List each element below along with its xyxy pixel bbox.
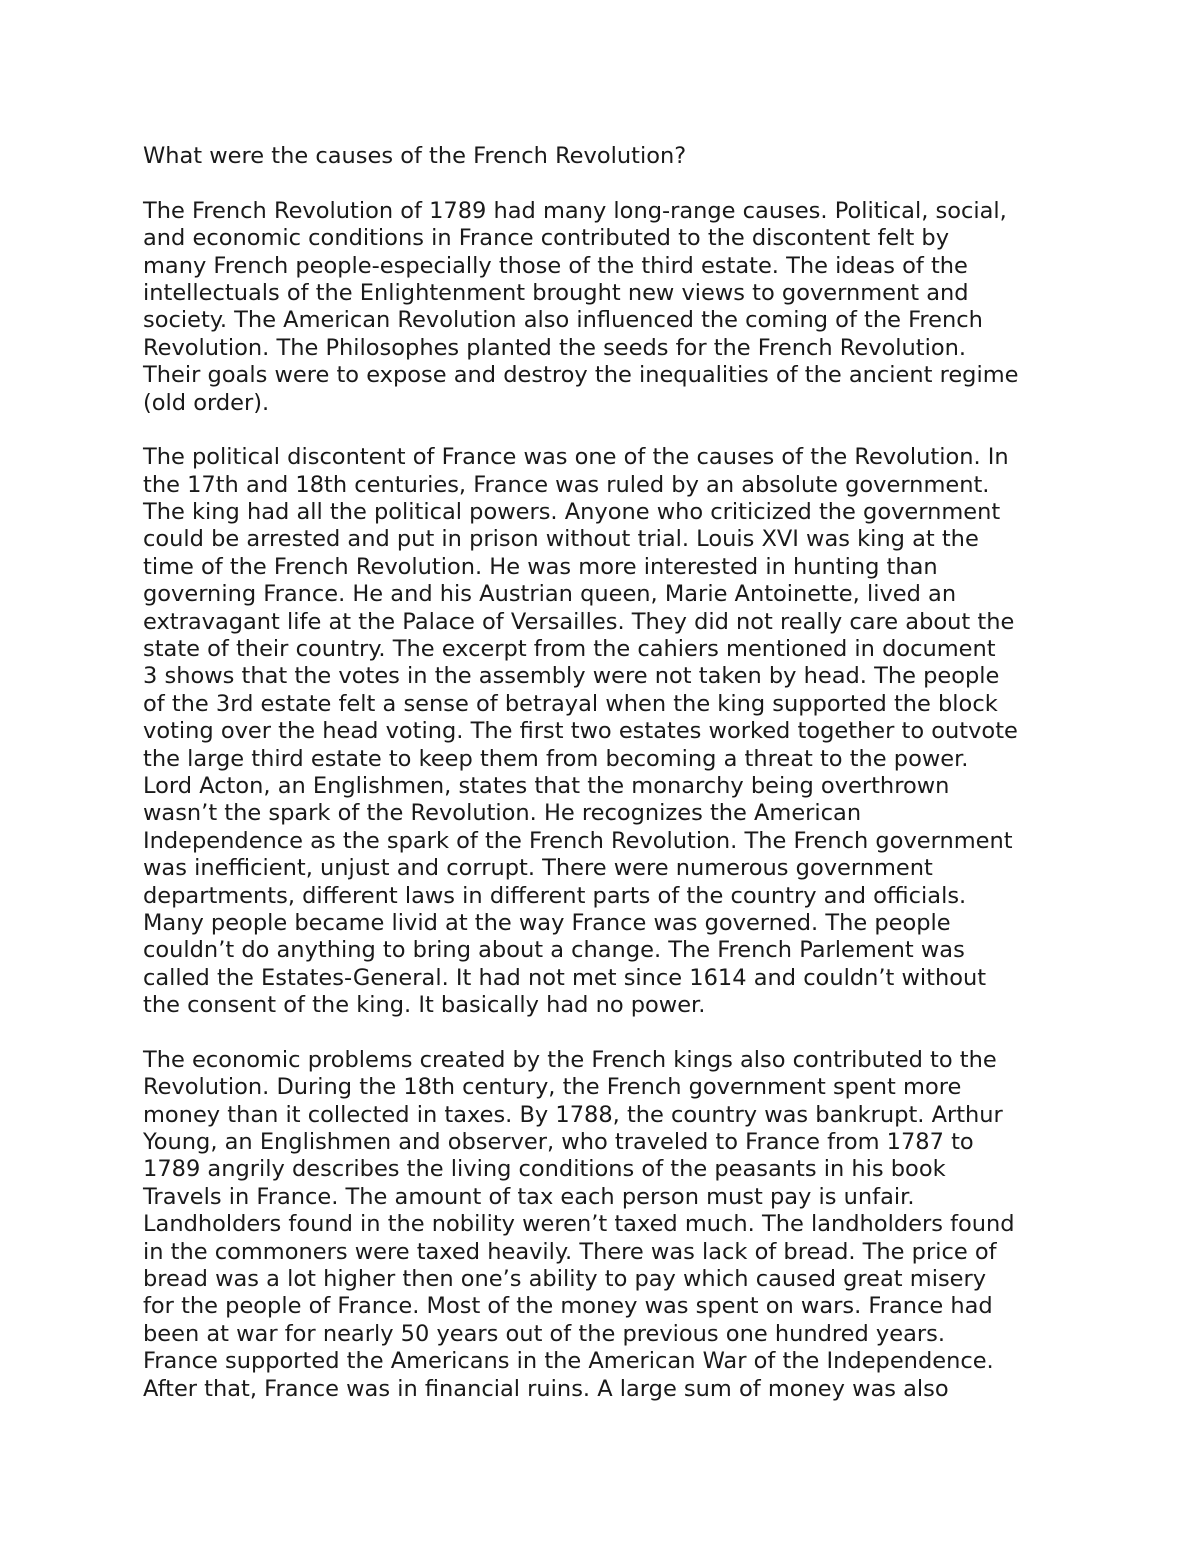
paragraph-line: the 17th and 18th centuries, France was ruled by an absolute government. (143, 471, 990, 498)
paragraph-line: state of their country. The excerpt from the cahiers mentioned in document (143, 636, 996, 663)
paragraph-line: Many people became livid at the way France was governed. The people (143, 909, 951, 936)
paragraph-line: time of the French Revolution. He was more interested in hunting than (143, 553, 938, 580)
paragraph-line: and economic conditions in France contributed to the discontent felt by (143, 225, 950, 252)
paragraph-line: was inefficient, unjust and corrupt. There were numerous government (143, 855, 933, 882)
paragraph-line: departments, different laws in different parts of the country and officials. (143, 882, 967, 909)
paragraph-line: bread was a lot higher then one’s ability to pay which caused great misery (143, 1266, 987, 1293)
paragraph-line: for the people of France. Most of the money was spent on wars. France had (143, 1293, 993, 1320)
paragraph-line: The French Revolution of 1789 had many long-range causes. Political, social, (143, 197, 1007, 224)
paragraph (143, 198, 1068, 417)
paragraph-spacer (143, 417, 1068, 444)
paragraph-line: The political discontent of France was one of the causes of the Revolution. In (143, 444, 1009, 471)
paragraph-line: 1789 angrily describes the living conditions of the peasants in his book (143, 1156, 946, 1183)
paragraph-line: couldn’t do anything to bring about a change. The French Parlement was (143, 937, 965, 964)
paragraph-line: Their goals were to expose and destroy the inequalities of the ancient regime (143, 362, 1019, 389)
paragraph-line: the large third estate to keep them from becoming a threat to the power. (143, 745, 969, 772)
paragraph-line: voting over the head voting. The first two estates worked together to outvote (143, 718, 1018, 745)
paragraph-line: wasn’t the spark of the Revolution. He recognizes the American (143, 800, 862, 827)
paragraph-line: 3 shows that the votes in the assembly were not taken by head. The people (143, 663, 1000, 690)
paragraph-line: of the 3rd estate felt a sense of betrayal when the king supported the block (143, 690, 998, 717)
paragraph-line: money than it collected in taxes. By 1788, the country was bankrupt. Arthur (143, 1101, 1003, 1128)
paragraph-line: many French people-especially those of the third estate. The ideas of the (143, 252, 968, 279)
paragraph-line: Revolution. The Philosophes planted the seeds for the French Revolution. (143, 334, 967, 361)
paragraph-line: (old order). (143, 389, 270, 416)
paragraph-spacer (143, 1020, 1068, 1047)
document-title: What were the causes of the French Revolution? (143, 143, 687, 169)
paragraph (143, 1047, 1068, 1403)
paragraph-line: intellectuals of the Enlightenment brought new views to government and (143, 279, 969, 306)
paragraph-line: governing France. He and his Austrian queen, Marie Antoinette, lived an (143, 581, 957, 608)
paragraph-line: France supported the Americans in the American War of the Independence. (143, 1348, 994, 1375)
paragraph-line: society. The American Revolution also influenced the coming of the French (143, 307, 983, 334)
paragraph-line: Travels in France. The amount of tax each person must pay is unfair. (143, 1183, 915, 1210)
paragraph-line: Lord Acton, an Englishmen, states that the monarchy being overthrown (143, 772, 950, 799)
paragraph (143, 444, 1068, 1019)
paragraph-line: could be arrested and put in prison without trial. Louis XVI was king at the (143, 526, 979, 553)
document-body (143, 143, 1068, 1403)
paragraph-line: Landholders found in the nobility weren’t taxed much. The landholders found (143, 1211, 1015, 1238)
paragraph-line: in the commoners were taxed heavily. There was lack of bread. The price of (143, 1238, 997, 1265)
paragraph-line: the consent of the king. It basically had no power. (143, 992, 706, 1019)
paragraph-line: After that, France was in financial ruins. A large sum of money was also (143, 1375, 949, 1402)
paragraph-line: Revolution. During the 18th century, the French government spent more (143, 1074, 962, 1101)
paragraph-line: been at war for nearly 50 years out of the previous one hundred years. (143, 1320, 945, 1347)
paragraph-line: called the Estates-General. It had not met since 1614 and couldn’t without (143, 964, 987, 991)
paragraph-line: extravagant life at the Palace of Versailles. They did not really care about the (143, 608, 1015, 635)
paragraph-line: The economic problems created by the French kings also contributed to the (143, 1046, 997, 1073)
paragraph-line: The king had all the political powers. Anyone who criticized the government (143, 499, 1001, 526)
paragraph-spacer (143, 170, 1068, 197)
paragraph-line: Young, an Englishmen and observer, who traveled to France from 1787 to (143, 1129, 974, 1156)
paragraph-line: Independence as the spark of the French Revolution. The French government (143, 827, 1013, 854)
